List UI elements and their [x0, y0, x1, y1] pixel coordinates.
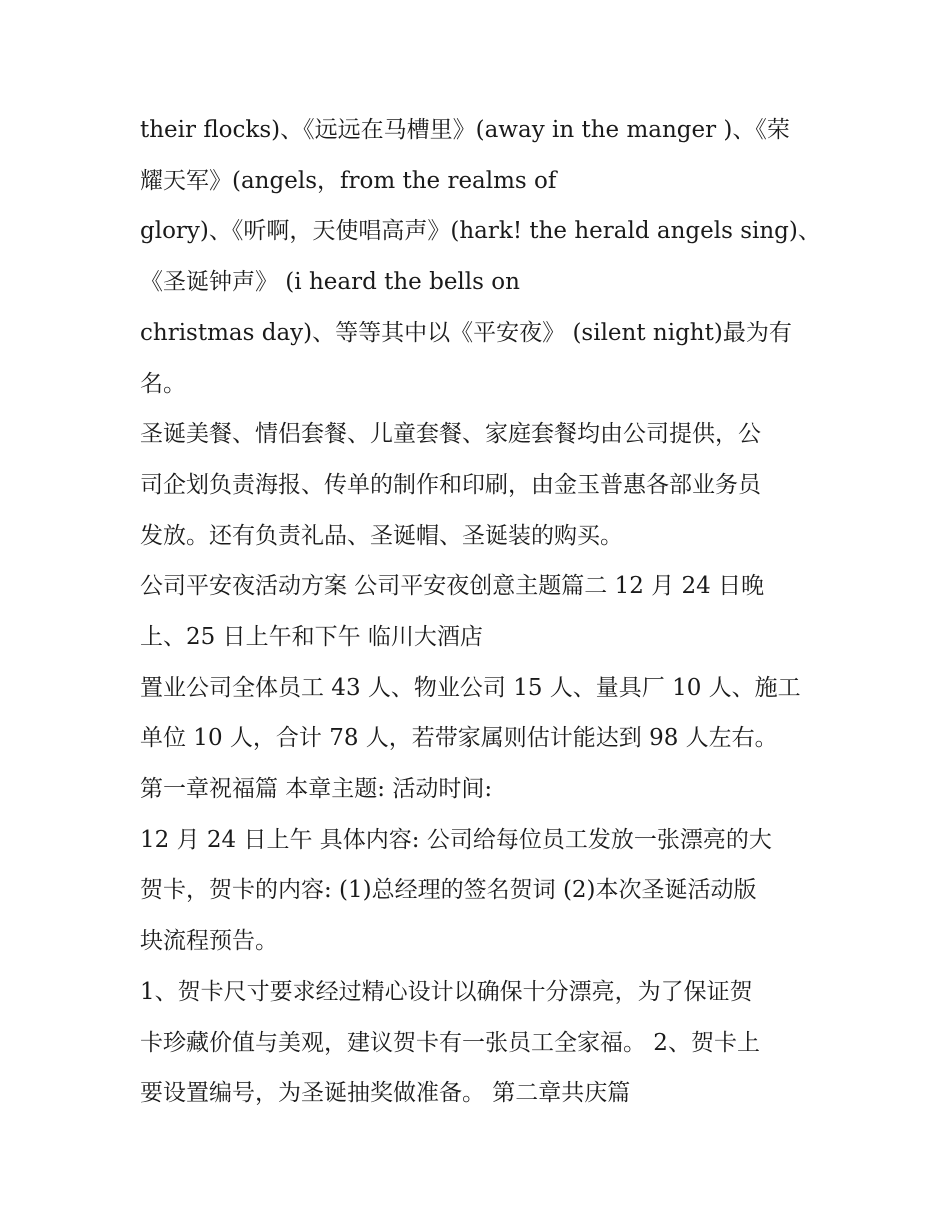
text-line: 耀天军》(angels，from the realms of [140, 168, 557, 194]
text-line: 块流程预告。 [140, 928, 278, 954]
text-line: 置业公司全体员工 43 人、物业公司 15 人、量具厂 10 人、施工 [140, 675, 801, 701]
text-line: their flocks)、《远远在马槽里》(away in the manger )、《荣 [140, 117, 790, 143]
text-line: 圣诞美餐、情侣套餐、儿童套餐、家庭套餐均由公司提供，公 [140, 421, 761, 447]
text-line: 卡珍藏价值与美观，建议贺卡有一张员工全家福。 2、贺卡上 [140, 1030, 760, 1056]
text-line: 名。 [140, 371, 186, 397]
text-line: 司企划负责海报、传单的制作和印刷，由金玉普惠各部业务员 [140, 472, 761, 498]
text-line: 发放。还有负责礼品、圣诞帽、圣诞装的购买。 [140, 523, 623, 549]
text-line: 要设置编号，为圣诞抽奖做准备。 第二章共庆篇 [140, 1080, 631, 1106]
text-line: 第一章祝福篇 本章主题: 活动时间: [140, 776, 493, 802]
text-line: 12 月 24 日上午 具体内容: 公司给每位员工发放一张漂亮的大 [140, 827, 772, 853]
text-line: 单位 10 人，合计 78 人，若带家属则估计能达到 98 人左右。 [140, 725, 778, 751]
text-line: 贺卡，贺卡的内容: (1)总经理的签名贺词 (2)本次圣诞活动版 [140, 877, 757, 903]
text-line: 公司平安夜活动方案 公司平安夜创意主题篇二 12 月 24 日晚 [140, 573, 765, 599]
text-line: christmas day)、等等其中以《平安夜》 (silent night)最为有 [140, 320, 792, 346]
text-line: glory)、《听啊，天使唱高声》(hark! the herald angels sing)、 [140, 218, 821, 244]
text-line: 上、25 日上午和下午 临川大酒店 [140, 624, 483, 650]
text-line: 《圣诞钟声》 (i heard the bells on [140, 269, 520, 295]
text-line: 1、贺卡尺寸要求经过精心设计以确保十分漂亮，为了保证贺 [140, 979, 753, 1005]
